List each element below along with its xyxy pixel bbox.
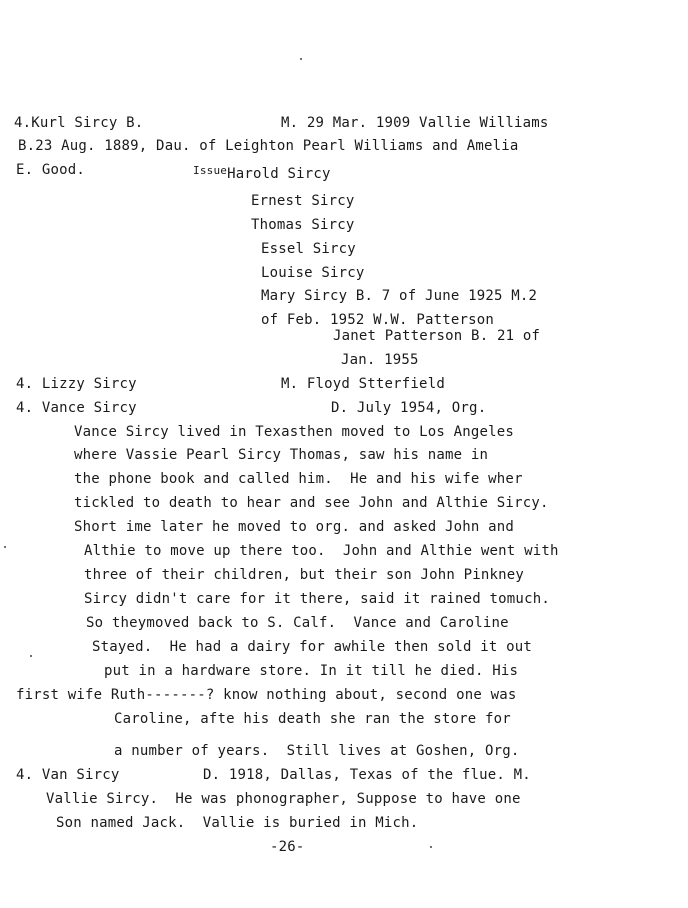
issue-heading: [193, 165, 331, 184]
child-name: Harold Sircy: [227, 166, 331, 182]
text-line: E. Good.: [16, 162, 86, 178]
text-line: Jan. 1955: [341, 352, 419, 368]
paragraph-line: Vance Sircy lived in Texasthen moved to Los Angeles: [74, 424, 515, 440]
text-line: 4. Van Sircy: [16, 767, 120, 783]
paragraph-line: So theymoved back to S. Calf. Vance and Caroline: [86, 615, 509, 631]
text-line: D. July 1954, Org.: [331, 400, 487, 416]
issue-label: Issue: [193, 164, 228, 177]
scan-speck: [300, 58, 302, 60]
paragraph-line: where Vassie Pearl Sircy Thomas, saw his name in: [74, 447, 489, 463]
text-line: 4. Lizzy Sircy: [16, 376, 137, 392]
text-line: 4.Kurl Sircy B.: [14, 115, 144, 131]
scan-speck: [30, 655, 32, 657]
paragraph-line: tickled to death to hear and see John and Althie Sircy.: [74, 495, 549, 511]
child-name: Mary Sircy B. 7 of June 1925 M.2: [261, 288, 538, 304]
text-line: D. 1918, Dallas, Texas of the flue. M.: [203, 767, 531, 783]
paragraph-line: Caroline, afte his death she ran the store for: [114, 711, 511, 727]
paragraph-line: Short ime later he moved to org. and asked John and: [74, 519, 515, 535]
paragraph-line: a number of years. Still lives at Goshen, Org.: [114, 743, 520, 759]
paragraph-line: put in a hardware store. In it till he died. His: [104, 663, 519, 679]
text-line: M. 29 Mar. 1909 Vallie Williams: [281, 115, 549, 131]
paragraph-line: Althie to move up there too. John and Althie went with: [84, 543, 559, 559]
child-name: Essel Sircy: [261, 241, 356, 257]
child-name: Louise Sircy: [261, 265, 365, 281]
paragraph-line: Son named Jack. Vallie is buried in Mich.: [56, 815, 419, 831]
page-number: -26-: [270, 839, 305, 855]
paragraph-line: three of their children, but their son John Pinkney: [84, 567, 525, 583]
text-line: B.23 Aug. 1889, Dau. of Leighton Pearl Williams and Amelia: [18, 138, 519, 154]
paragraph-line: first wife Ruth-------? know nothing about, second one was: [16, 687, 517, 703]
text-line: M. Floyd Stterfield: [281, 376, 445, 392]
paragraph-line: Vallie Sircy. He was phonographer, Suppose to have one: [46, 791, 521, 807]
scan-speck: [4, 546, 6, 548]
child-name: Ernest Sircy: [251, 193, 355, 209]
text-line: of Feb. 1952 W.W. Patterson: [261, 312, 494, 328]
child-name: Thomas Sircy: [251, 217, 355, 233]
scan-speck: [430, 846, 432, 848]
paragraph-line: Sircy didn't care for it there, said it rained tomuch.: [84, 591, 550, 607]
paragraph-line: Stayed. He had a dairy for awhile then sold it out: [92, 639, 533, 655]
text-line: 4. Vance Sircy: [16, 400, 137, 416]
grandchild-name: Janet Patterson B. 21 of: [333, 328, 541, 344]
paragraph-line: the phone book and called him. He and his wife wher: [74, 471, 523, 487]
